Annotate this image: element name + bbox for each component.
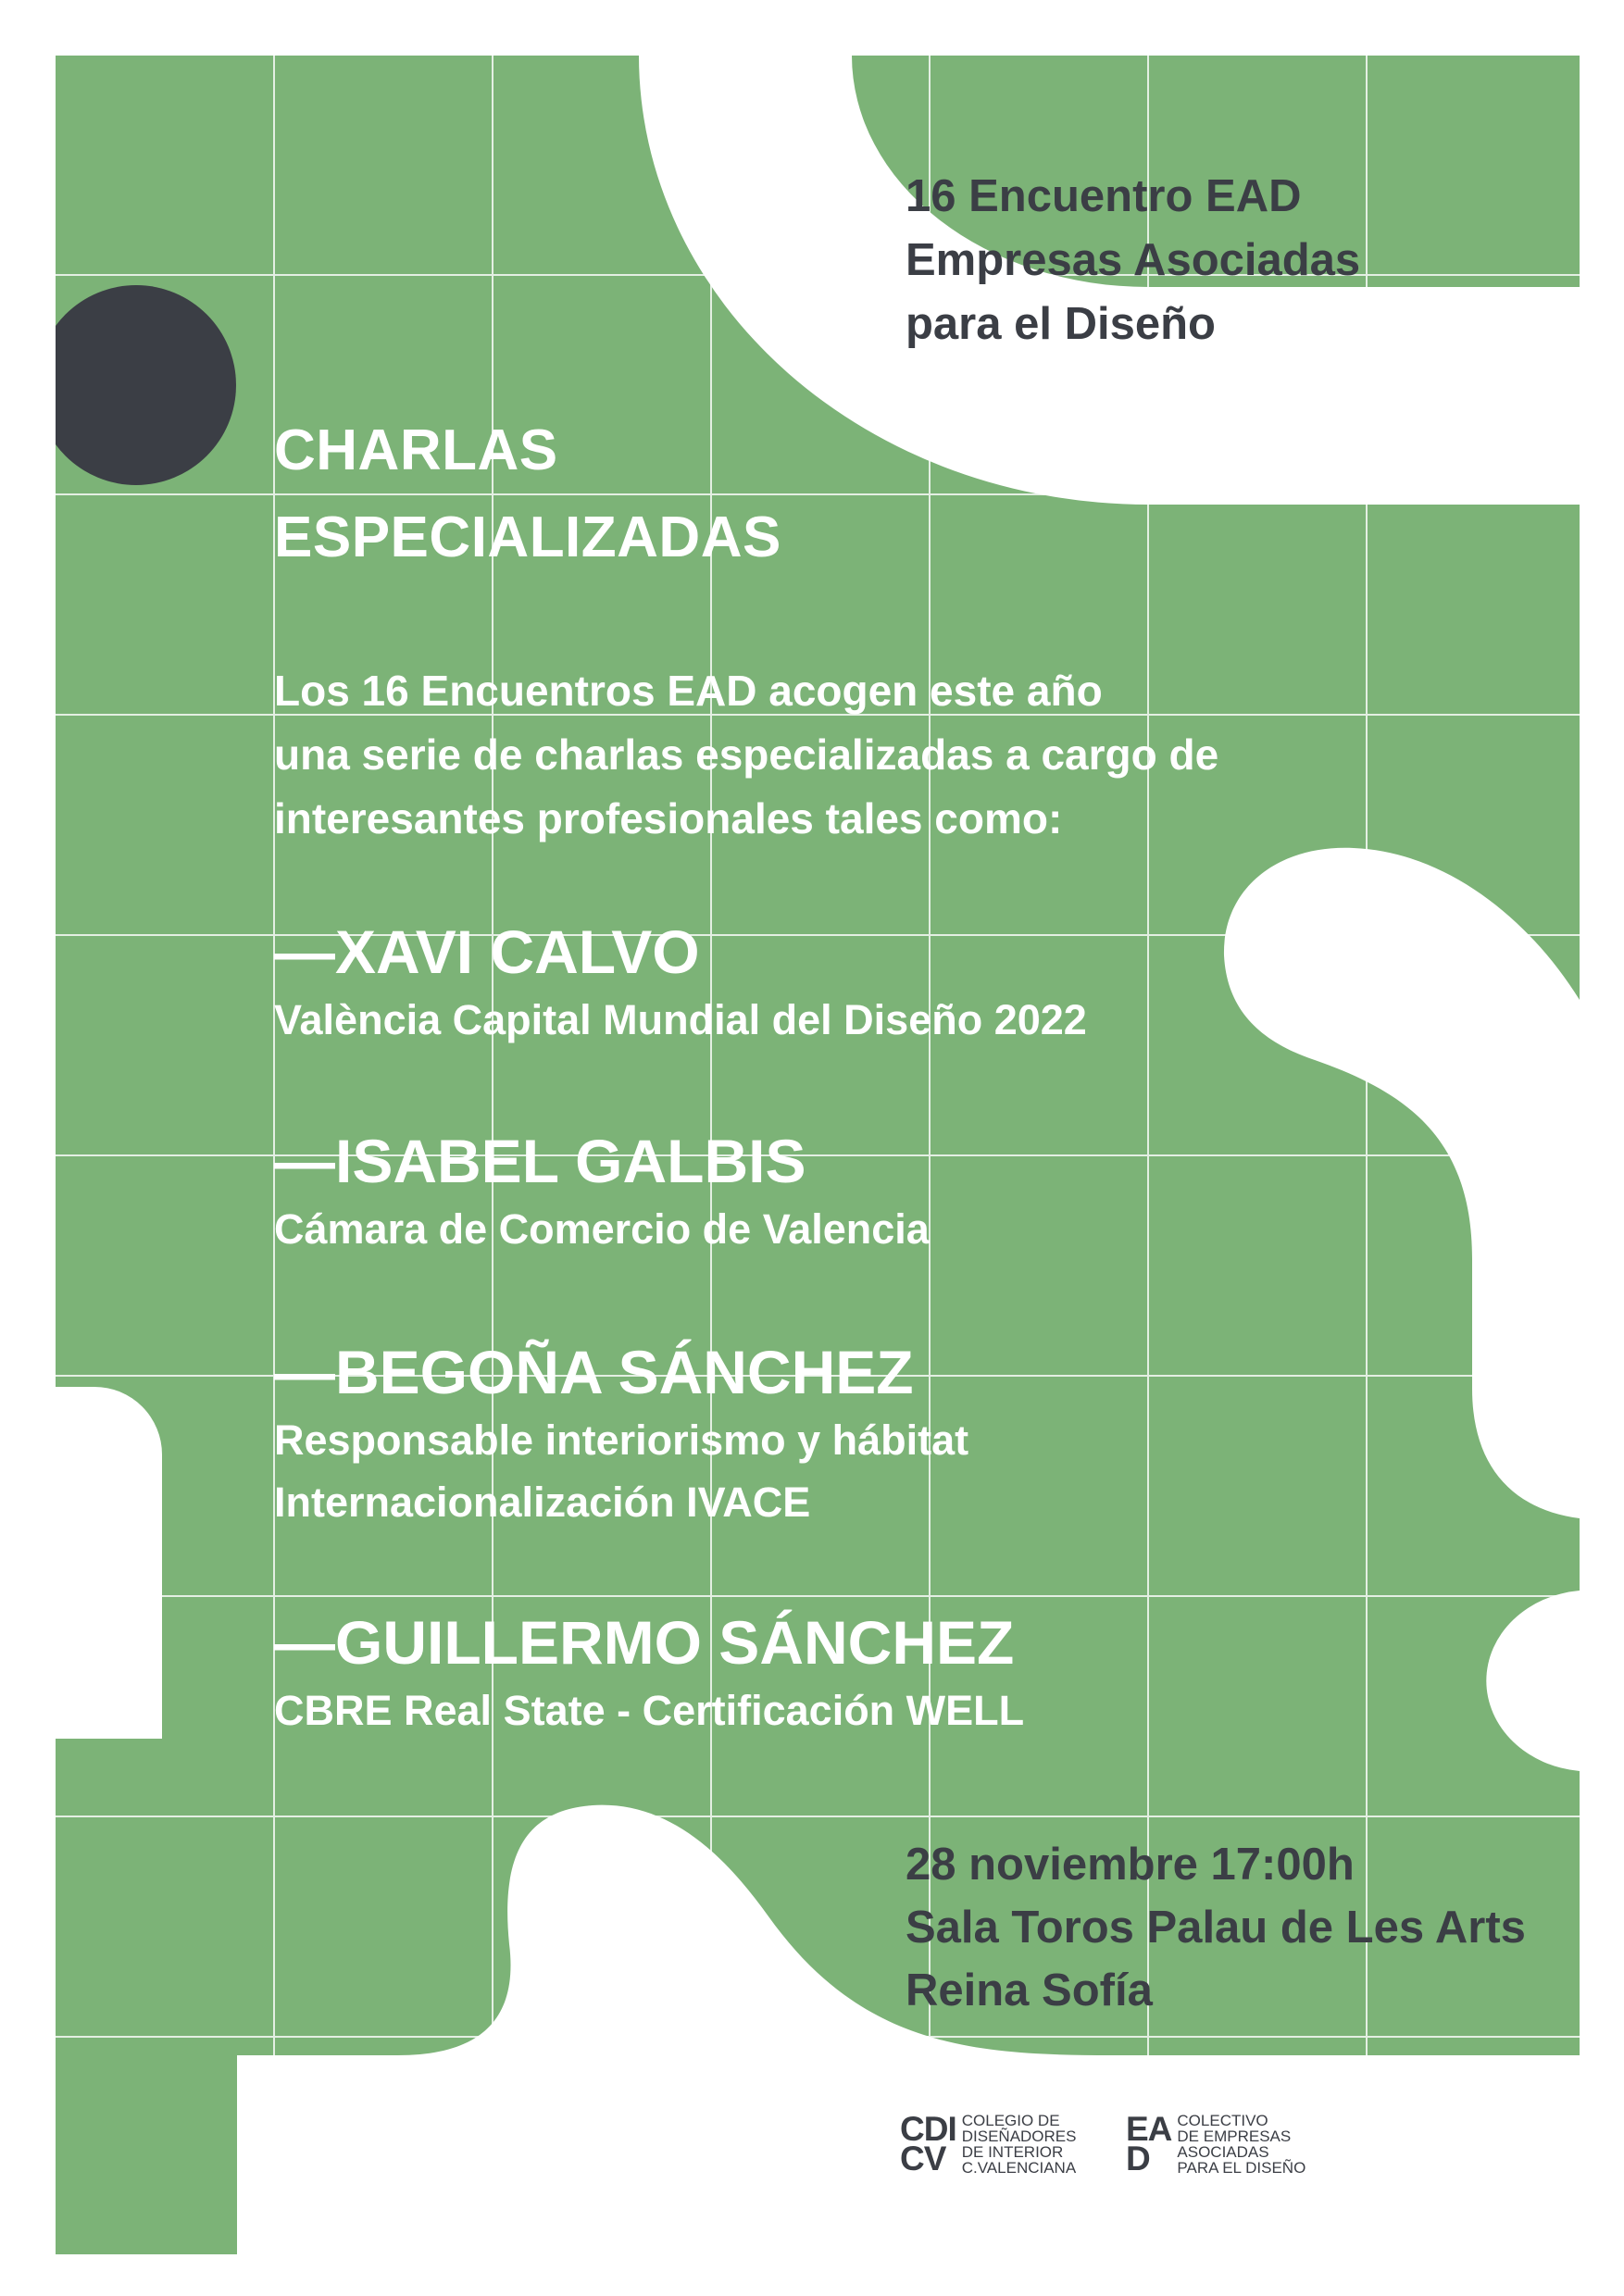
event-venue: Sala Toros Palau de Les Arts [906,1903,1526,1953]
speaker-begona-sanchez [274,1335,968,1533]
ead-mark-bottom: D [1126,2140,1150,2177]
header-line-3: para el Diseño [906,299,1216,349]
speaker-role: CBRE Real State - Certificación WELL [274,1687,1025,1734]
title-line-2: ESPECIALIZADAS [274,505,781,569]
dark-circle [36,285,236,485]
speaker-name: —ISABEL GALBIS [274,1127,806,1195]
cdicv-mark-bottom: CV [900,2140,946,2177]
header-line-2: Empresas Asociadas [906,235,1361,285]
speaker-role: Internacionalización IVACE [274,1479,811,1526]
ead-caption-line: PARA EL DISEÑO [1177,2159,1306,2177]
speaker-role: València Capital Mundial del Diseño 2022 [274,996,1087,1043]
cdicv-logo-mark [900,2110,956,2177]
cdicv-caption-line: COLEGIO DE [961,2112,1060,2129]
cdicv-mark-top: CDI [900,2110,956,2148]
cdicv-caption-line: DISEÑADORES [961,2128,1077,2145]
ead-logo-mark [1126,2110,1172,2177]
event-date: 28 noviembre 17:00h [906,1840,1355,1890]
speaker-guillermo-sanchez [274,1605,1024,1741]
page-title [274,407,781,581]
title-line-1: CHARLAS [274,418,558,482]
speaker-xavi-calvo [274,915,1087,1051]
cdicv-caption-line: C.VALENCIANA [961,2159,1077,2177]
cdicv-logo [900,2110,1077,2177]
event-header [906,165,1360,356]
left-white-shape [56,1387,162,1739]
intro-line-2: una serie de charlas especializadas a cargo de [274,730,1219,779]
ead-caption-line: ASOCIADAS [1177,2143,1269,2161]
header-line-1: 16 Encuentro EAD [906,171,1302,221]
event-details [906,1833,1526,2022]
ead-caption-line: COLECTIVO [1177,2112,1268,2129]
intro-line-3: interesantes profesionales tales como: [274,794,1063,842]
speaker-name: —GUILLERMO SÁNCHEZ [274,1608,1015,1677]
cdicv-logo-caption [962,2113,1077,2176]
ead-logo [1126,2110,1306,2177]
speaker-role: Responsable interiorismo y hábitat [274,1416,969,1464]
speaker-role: Cámara de Comercio de Valencia [274,1205,930,1253]
cdicv-caption-line: DE INTERIOR [961,2143,1064,2161]
speaker-isabel-galbis [274,1124,930,1260]
speaker-name: —BEGOÑA SÁNCHEZ [274,1338,914,1406]
ead-caption-line: DE EMPRESAS [1177,2128,1292,2145]
ead-logo-caption [1177,2113,1305,2176]
ead-mark-top: EA [1126,2110,1172,2148]
intro-line-1: Los 16 Encuentros EAD acogen este año [274,667,1103,715]
speaker-name: —XAVI CALVO [274,917,700,986]
intro-paragraph [274,659,1218,851]
event-venue-line-2: Reina Sofía [906,1965,1153,2015]
